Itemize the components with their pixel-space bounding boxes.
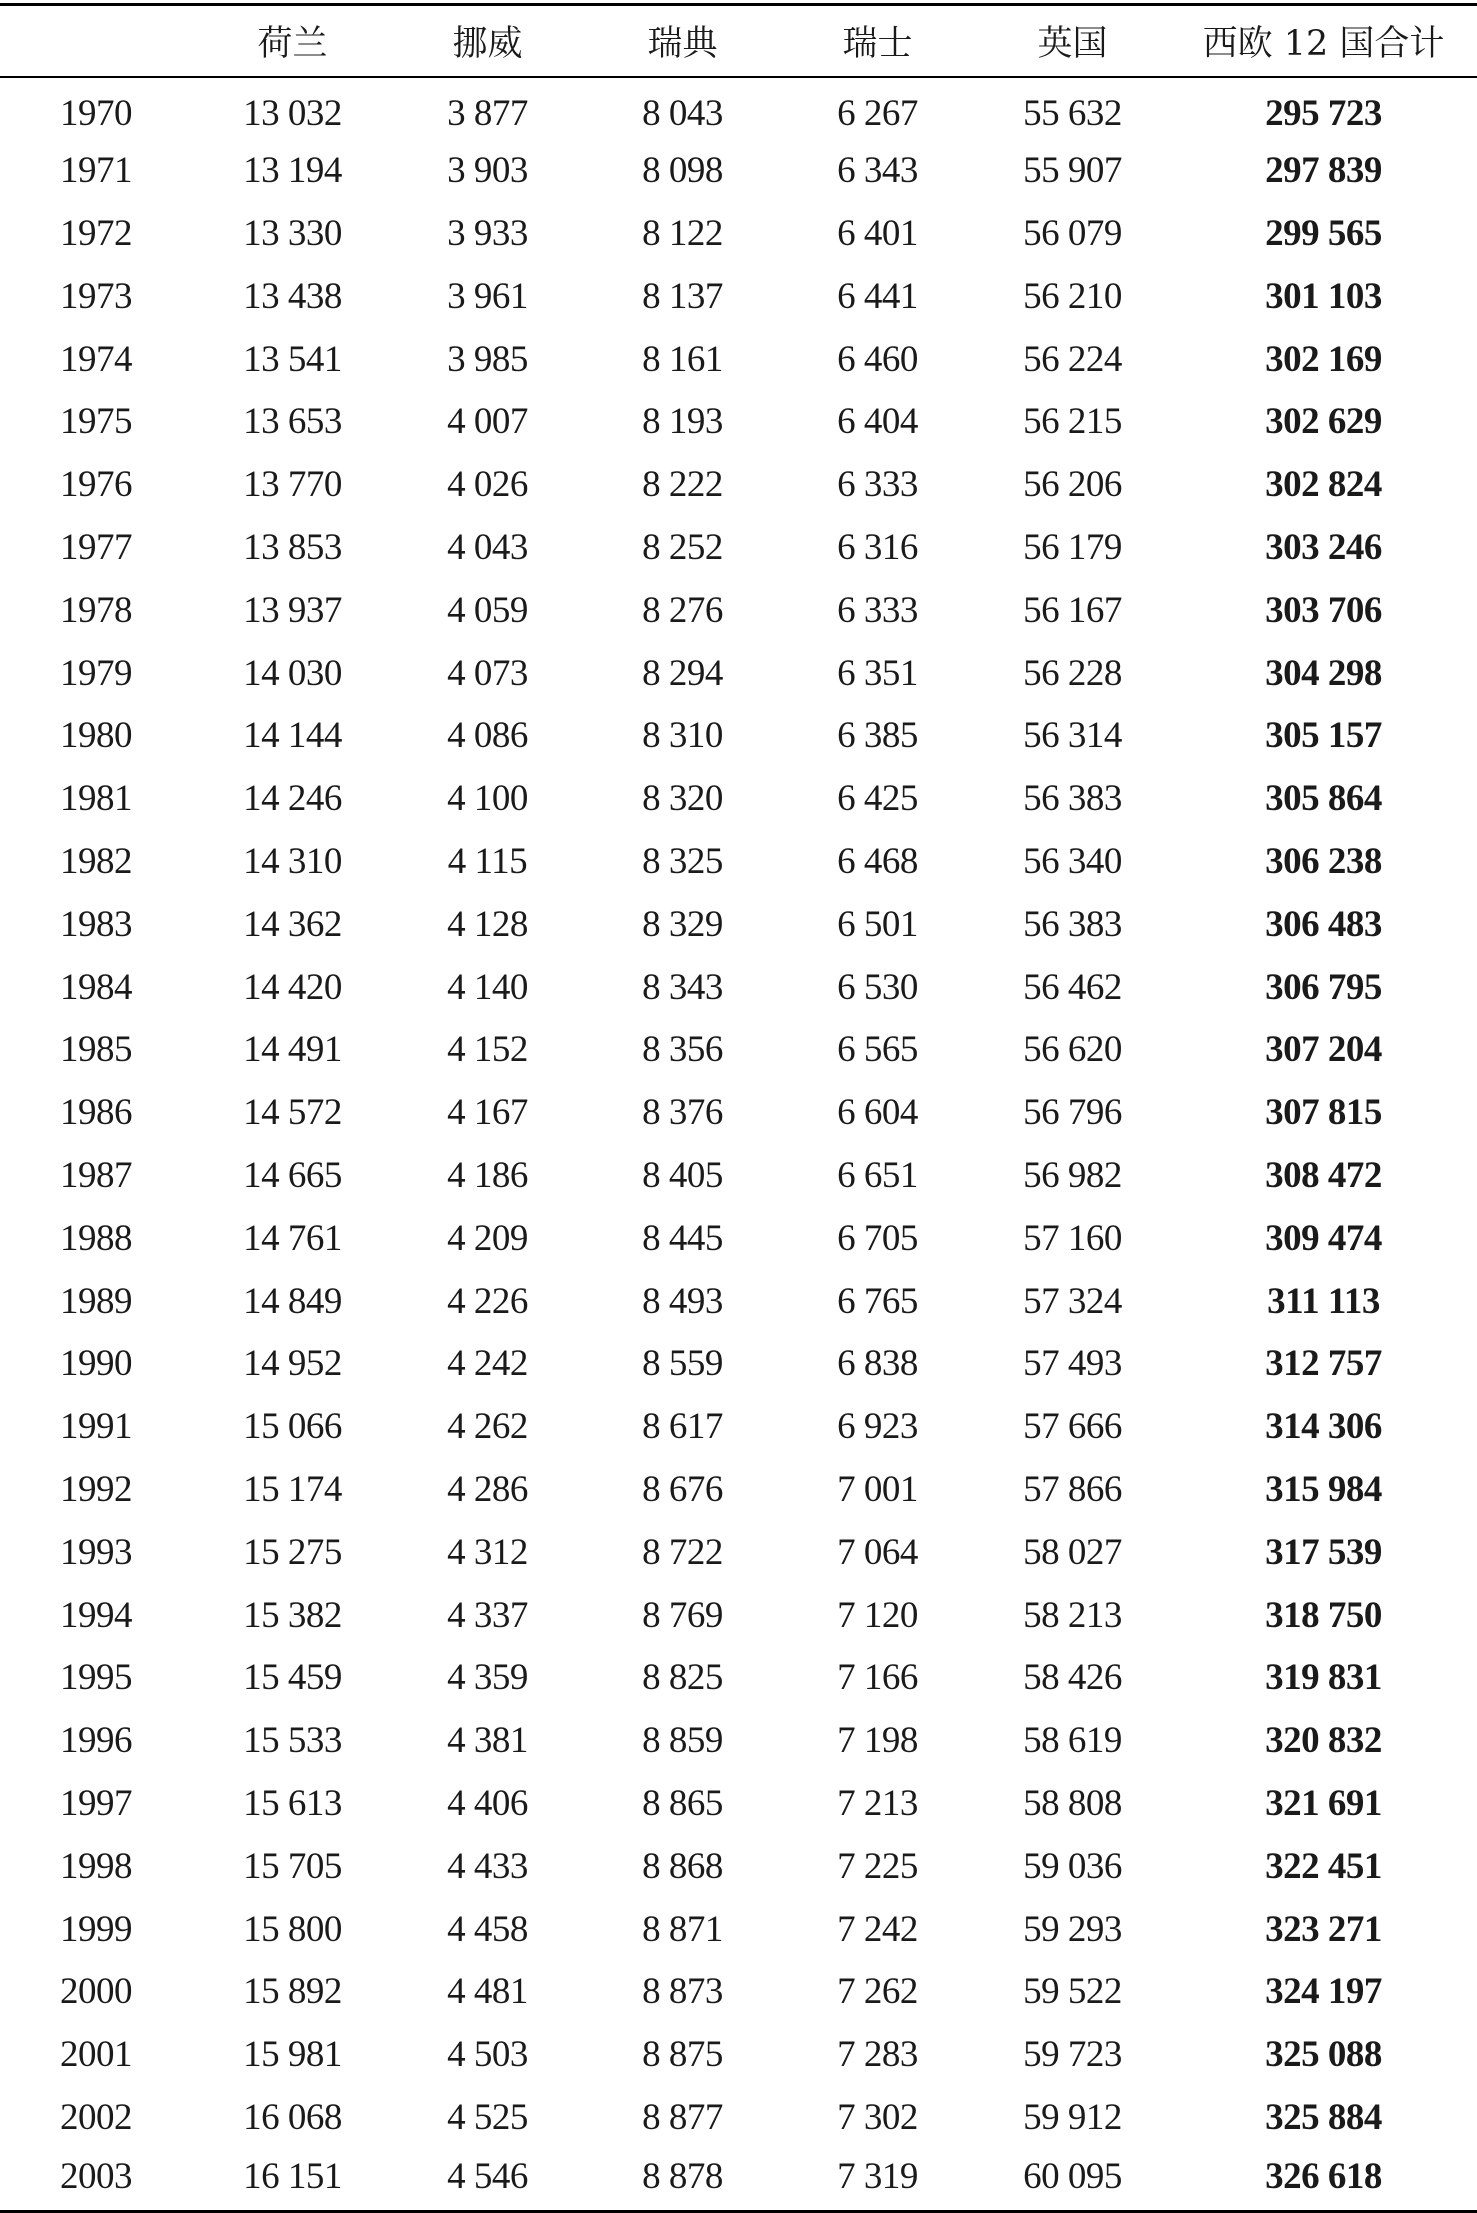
sweden-cell: 8 865 <box>642 1782 723 1824</box>
table-row <box>0 516 1477 579</box>
table-row <box>0 1709 1477 1772</box>
year-cell: 1986 <box>60 1092 132 1134</box>
switzerland-cell: 7 001 <box>837 1468 918 1510</box>
netherlands-cell: 14 849 <box>243 1280 342 1322</box>
total-cell: 306 238 <box>1265 840 1382 882</box>
netherlands-cell: 15 533 <box>243 1720 342 1762</box>
switzerland-cell: 6 385 <box>837 715 918 757</box>
total-cell: 302 629 <box>1265 401 1382 443</box>
netherlands-cell: 15 066 <box>243 1406 342 1448</box>
sweden-cell: 8 617 <box>642 1406 723 1448</box>
norway-cell: 4 226 <box>447 1280 528 1322</box>
total-cell: 324 197 <box>1265 1971 1382 2013</box>
netherlands-cell: 14 246 <box>243 778 342 820</box>
table-row <box>0 328 1477 391</box>
uk-cell: 59 912 <box>1023 2096 1122 2138</box>
sweden-cell: 8 294 <box>642 652 723 694</box>
table-row <box>0 1332 1477 1395</box>
table-row <box>0 265 1477 328</box>
norway-cell: 3 933 <box>447 212 528 254</box>
norway-cell: 4 100 <box>447 778 528 820</box>
norway-cell: 4 026 <box>447 464 528 506</box>
switzerland-cell: 7 120 <box>837 1594 918 1636</box>
uk-cell: 59 293 <box>1023 1908 1122 1950</box>
norway-cell: 3 961 <box>447 275 528 317</box>
netherlands-cell: 14 030 <box>243 652 342 694</box>
norway-cell: 4 433 <box>447 1845 528 1887</box>
year-cell: 1974 <box>60 338 132 380</box>
netherlands-cell: 15 705 <box>243 1845 342 1887</box>
total-cell: 309 474 <box>1265 1217 1382 1259</box>
netherlands-cell: 14 362 <box>243 903 342 945</box>
uk-cell: 56 340 <box>1023 840 1122 882</box>
sweden-cell: 8 825 <box>642 1657 723 1699</box>
sweden-cell: 8 343 <box>642 966 723 1008</box>
norway-cell: 4 381 <box>447 1720 528 1762</box>
total-cell: 323 271 <box>1265 1908 1382 1950</box>
switzerland-cell: 6 441 <box>837 275 918 317</box>
table-row <box>0 1772 1477 1835</box>
norway-cell: 4 359 <box>447 1657 528 1699</box>
table-row <box>0 1835 1477 1898</box>
table-row <box>0 77 1477 140</box>
total-cell: 306 795 <box>1265 966 1382 1008</box>
uk-cell: 56 982 <box>1023 1154 1122 1196</box>
norway-cell: 4 059 <box>447 589 528 631</box>
uk-cell: 56 314 <box>1023 715 1122 757</box>
switzerland-cell: 7 262 <box>837 1971 918 2013</box>
netherlands-cell: 15 981 <box>243 2034 342 2076</box>
norway-cell: 4 312 <box>447 1531 528 1573</box>
sweden-cell: 8 722 <box>642 1531 723 1573</box>
total-cell: 314 306 <box>1265 1406 1382 1448</box>
netherlands-cell: 14 665 <box>243 1154 342 1196</box>
sweden-cell: 8 137 <box>642 275 723 317</box>
table-row <box>0 579 1477 642</box>
total-cell: 320 832 <box>1265 1720 1382 1762</box>
year-cell: 2000 <box>60 1971 132 2013</box>
uk-cell: 57 324 <box>1023 1280 1122 1322</box>
sweden-cell: 8 445 <box>642 1217 723 1259</box>
year-cell: 1989 <box>60 1280 132 1322</box>
norway-cell: 4 481 <box>447 1971 528 2013</box>
total-cell: 307 204 <box>1265 1029 1382 1071</box>
year-cell: 1980 <box>60 715 132 757</box>
sweden-cell: 8 493 <box>642 1280 723 1322</box>
switzerland-cell: 7 213 <box>837 1782 918 1824</box>
uk-cell: 56 620 <box>1023 1029 1122 1071</box>
year-cell: 2001 <box>60 2034 132 2076</box>
norway-cell: 4 337 <box>447 1594 528 1636</box>
total-cell: 303 706 <box>1265 589 1382 631</box>
total-cell: 302 169 <box>1265 338 1382 380</box>
netherlands-cell: 15 382 <box>243 1594 342 1636</box>
year-cell: 1971 <box>60 150 132 192</box>
population-table <box>0 3 1477 2213</box>
table-row <box>0 390 1477 453</box>
table-row <box>0 139 1477 202</box>
switzerland-cell: 6 530 <box>837 966 918 1008</box>
year-cell: 1973 <box>60 275 132 317</box>
norway-cell: 4 043 <box>447 526 528 568</box>
header-sweden: 瑞典 <box>585 5 780 77</box>
switzerland-cell: 6 765 <box>837 1280 918 1322</box>
netherlands-cell: 14 572 <box>243 1092 342 1134</box>
sweden-cell: 8 161 <box>642 338 723 380</box>
norway-cell: 4 186 <box>447 1154 528 1196</box>
uk-cell: 60 095 <box>975 2149 1170 2212</box>
netherlands-cell: 14 952 <box>243 1343 342 1385</box>
table-row <box>0 202 1477 265</box>
netherlands-cell: 15 459 <box>243 1657 342 1699</box>
uk-cell: 56 206 <box>1023 464 1122 506</box>
uk-cell: 57 666 <box>1023 1406 1122 1448</box>
sweden-cell: 8 859 <box>642 1720 723 1762</box>
total-cell: 311 113 <box>1267 1280 1380 1322</box>
table-row <box>0 1584 1477 1647</box>
switzerland-cell: 7 242 <box>837 1908 918 1950</box>
table-row <box>0 704 1477 767</box>
netherlands-cell: 16 151 <box>195 2149 390 2212</box>
total-cell: 325 088 <box>1265 2034 1382 2076</box>
year-cell: 1985 <box>60 1029 132 1071</box>
uk-cell: 55 632 <box>1023 92 1122 134</box>
table-row <box>0 1395 1477 1458</box>
netherlands-cell: 15 275 <box>243 1531 342 1573</box>
year-cell: 1994 <box>60 1594 132 1636</box>
uk-cell: 58 213 <box>1023 1594 1122 1636</box>
norway-cell: 4 458 <box>447 1908 528 1950</box>
norway-cell: 4 007 <box>447 401 528 443</box>
norway-cell: 3 877 <box>447 92 528 134</box>
switzerland-cell: 7 319 <box>780 2149 975 2212</box>
norway-cell: 4 406 <box>447 1782 528 1824</box>
sweden-cell: 8 276 <box>642 589 723 631</box>
year-cell: 1987 <box>60 1154 132 1196</box>
sweden-cell: 8 871 <box>642 1908 723 1950</box>
netherlands-cell: 13 541 <box>243 338 342 380</box>
uk-cell: 57 160 <box>1023 1217 1122 1259</box>
header-netherlands: 荷兰 <box>195 5 390 77</box>
sweden-cell: 8 310 <box>642 715 723 757</box>
switzerland-cell: 7 283 <box>837 2034 918 2076</box>
netherlands-cell: 14 491 <box>243 1029 342 1071</box>
switzerland-cell: 6 401 <box>837 212 918 254</box>
switzerland-cell: 6 705 <box>837 1217 918 1259</box>
norway-cell: 4 546 <box>390 2149 585 2212</box>
netherlands-cell: 13 438 <box>243 275 342 317</box>
year-cell: 1978 <box>60 589 132 631</box>
header-switzerland: 瑞士 <box>780 5 975 77</box>
total-cell: 304 298 <box>1265 652 1382 694</box>
switzerland-cell: 6 333 <box>837 589 918 631</box>
norway-cell: 4 140 <box>447 966 528 1008</box>
uk-cell: 59 723 <box>1023 2034 1122 2076</box>
total-cell: 326 618 <box>1170 2149 1477 2212</box>
switzerland-cell: 6 923 <box>837 1406 918 1448</box>
netherlands-cell: 16 068 <box>243 2096 342 2138</box>
year-cell: 1984 <box>60 966 132 1008</box>
table-row <box>0 1018 1477 1081</box>
netherlands-cell: 13 653 <box>243 401 342 443</box>
netherlands-cell: 15 800 <box>243 1908 342 1950</box>
table-body <box>0 77 1477 2212</box>
uk-cell: 59 522 <box>1023 1971 1122 2013</box>
header-uk: 英国 <box>975 5 1170 77</box>
year-cell: 1981 <box>60 778 132 820</box>
sweden-cell: 8 193 <box>642 401 723 443</box>
header-norway: 挪威 <box>390 5 585 77</box>
switzerland-cell: 6 351 <box>837 652 918 694</box>
norway-cell: 4 503 <box>447 2034 528 2076</box>
netherlands-cell: 13 937 <box>243 589 342 631</box>
year-cell: 1999 <box>60 1908 132 1950</box>
year-cell: 1976 <box>60 464 132 506</box>
uk-cell: 56 383 <box>1023 903 1122 945</box>
switzerland-cell: 6 565 <box>837 1029 918 1071</box>
table-row <box>0 767 1477 830</box>
switzerland-cell: 6 333 <box>837 464 918 506</box>
uk-cell: 56 383 <box>1023 778 1122 820</box>
netherlands-cell: 14 144 <box>243 715 342 757</box>
sweden-cell: 8 356 <box>642 1029 723 1071</box>
year-cell: 2003 <box>0 2149 195 2212</box>
sweden-cell: 8 320 <box>642 778 723 820</box>
sweden-cell: 8 676 <box>642 1468 723 1510</box>
switzerland-cell: 6 651 <box>837 1154 918 1196</box>
sweden-cell: 8 405 <box>642 1154 723 1196</box>
uk-cell: 57 493 <box>1023 1343 1122 1385</box>
header-total: 西欧 12 国合计 <box>1170 5 1477 77</box>
table-row <box>0 1458 1477 1521</box>
year-cell: 1991 <box>60 1406 132 1448</box>
total-cell: 322 451 <box>1265 1845 1382 1887</box>
table-row <box>0 2086 1477 2149</box>
total-cell: 318 750 <box>1265 1594 1382 1636</box>
netherlands-cell: 13 330 <box>243 212 342 254</box>
total-cell: 319 831 <box>1265 1657 1382 1699</box>
switzerland-cell: 6 316 <box>837 526 918 568</box>
sweden-cell: 8 873 <box>642 1971 723 2013</box>
table-row <box>0 1646 1477 1709</box>
switzerland-cell: 7 302 <box>837 2096 918 2138</box>
sweden-cell: 8 122 <box>642 212 723 254</box>
year-cell: 1983 <box>60 903 132 945</box>
uk-cell: 56 079 <box>1023 212 1122 254</box>
total-cell: 308 472 <box>1265 1154 1382 1196</box>
switzerland-cell: 6 604 <box>837 1092 918 1134</box>
uk-cell: 56 215 <box>1023 401 1122 443</box>
year-cell: 1997 <box>60 1782 132 1824</box>
norway-cell: 4 152 <box>447 1029 528 1071</box>
switzerland-cell: 6 425 <box>837 778 918 820</box>
table-row <box>0 453 1477 516</box>
switzerland-cell: 7 198 <box>837 1720 918 1762</box>
total-cell: 299 565 <box>1265 212 1382 254</box>
total-cell: 305 157 <box>1265 715 1382 757</box>
total-cell: 312 757 <box>1265 1343 1382 1385</box>
table-row <box>0 2149 1477 2212</box>
switzerland-cell: 6 468 <box>837 840 918 882</box>
total-cell: 305 864 <box>1265 778 1382 820</box>
switzerland-cell: 6 838 <box>837 1343 918 1385</box>
total-cell: 306 483 <box>1265 903 1382 945</box>
year-cell: 1993 <box>60 1531 132 1573</box>
switzerland-cell: 6 501 <box>837 903 918 945</box>
norway-cell: 4 209 <box>447 1217 528 1259</box>
uk-cell: 58 808 <box>1023 1782 1122 1824</box>
sweden-cell: 8 878 <box>585 2149 780 2212</box>
netherlands-cell: 13 032 <box>243 92 342 134</box>
netherlands-cell: 15 174 <box>243 1468 342 1510</box>
table-row <box>0 1144 1477 1207</box>
norway-cell: 4 073 <box>447 652 528 694</box>
total-cell: 307 815 <box>1265 1092 1382 1134</box>
table-row <box>0 2023 1477 2086</box>
total-cell: 302 824 <box>1265 464 1382 506</box>
netherlands-cell: 13 194 <box>243 150 342 192</box>
table-row <box>0 1521 1477 1584</box>
netherlands-cell: 14 761 <box>243 1217 342 1259</box>
year-cell: 2002 <box>60 2096 132 2138</box>
total-cell: 301 103 <box>1265 275 1382 317</box>
sweden-cell: 8 877 <box>642 2096 723 2138</box>
uk-cell: 58 027 <box>1023 1531 1122 1573</box>
table-row <box>0 642 1477 705</box>
header-row <box>0 5 1477 77</box>
total-cell: 303 246 <box>1265 526 1382 568</box>
norway-cell: 4 128 <box>447 903 528 945</box>
netherlands-cell: 13 770 <box>243 464 342 506</box>
norway-cell: 4 525 <box>447 2096 528 2138</box>
table-row <box>0 1081 1477 1144</box>
sweden-cell: 8 875 <box>642 2034 723 2076</box>
sweden-cell: 8 769 <box>642 1594 723 1636</box>
sweden-cell: 8 043 <box>642 92 723 134</box>
netherlands-cell: 14 310 <box>243 840 342 882</box>
uk-cell: 56 228 <box>1023 652 1122 694</box>
uk-cell: 56 210 <box>1023 275 1122 317</box>
uk-cell: 57 866 <box>1023 1468 1122 1510</box>
sweden-cell: 8 329 <box>642 903 723 945</box>
uk-cell: 56 179 <box>1023 526 1122 568</box>
total-cell: 317 539 <box>1265 1531 1382 1573</box>
uk-cell: 55 907 <box>1023 150 1122 192</box>
year-cell: 1992 <box>60 1468 132 1510</box>
norway-cell: 4 167 <box>447 1092 528 1134</box>
switzerland-cell: 7 225 <box>837 1845 918 1887</box>
norway-cell: 4 086 <box>447 715 528 757</box>
table-row <box>0 893 1477 956</box>
total-cell: 325 884 <box>1265 2096 1382 2138</box>
header-year <box>0 5 195 77</box>
year-cell: 1970 <box>60 92 132 134</box>
year-cell: 1995 <box>60 1657 132 1699</box>
year-cell: 1996 <box>60 1720 132 1762</box>
year-cell: 1979 <box>60 652 132 694</box>
table-row <box>0 1270 1477 1333</box>
total-cell: 315 984 <box>1265 1468 1382 1510</box>
sweden-cell: 8 098 <box>642 150 723 192</box>
switzerland-cell: 6 267 <box>837 92 918 134</box>
year-cell: 1972 <box>60 212 132 254</box>
total-cell: 321 691 <box>1265 1782 1382 1824</box>
netherlands-cell: 15 892 <box>243 1971 342 2013</box>
table-row <box>0 956 1477 1019</box>
uk-cell: 56 224 <box>1023 338 1122 380</box>
year-cell: 1977 <box>60 526 132 568</box>
sweden-cell: 8 376 <box>642 1092 723 1134</box>
netherlands-cell: 15 613 <box>243 1782 342 1824</box>
norway-cell: 4 115 <box>447 840 528 882</box>
switzerland-cell: 6 460 <box>837 338 918 380</box>
year-cell: 1982 <box>60 840 132 882</box>
year-cell: 1975 <box>60 401 132 443</box>
table-header <box>0 5 1477 77</box>
switzerland-cell: 7 166 <box>837 1657 918 1699</box>
sweden-cell: 8 325 <box>642 840 723 882</box>
sweden-cell: 8 559 <box>642 1343 723 1385</box>
switzerland-cell: 6 404 <box>837 401 918 443</box>
norway-cell: 3 985 <box>447 338 528 380</box>
uk-cell: 56 462 <box>1023 966 1122 1008</box>
netherlands-cell: 13 853 <box>243 526 342 568</box>
uk-cell: 58 426 <box>1023 1657 1122 1699</box>
table-row <box>0 1898 1477 1961</box>
uk-cell: 58 619 <box>1023 1720 1122 1762</box>
year-cell: 1988 <box>60 1217 132 1259</box>
total-cell: 295 723 <box>1265 92 1382 134</box>
norway-cell: 4 262 <box>447 1406 528 1448</box>
switzerland-cell: 7 064 <box>837 1531 918 1573</box>
year-cell: 1990 <box>60 1343 132 1385</box>
sweden-cell: 8 252 <box>642 526 723 568</box>
uk-cell: 56 796 <box>1023 1092 1122 1134</box>
sweden-cell: 8 222 <box>642 464 723 506</box>
table-row <box>0 830 1477 893</box>
table-row <box>0 1960 1477 2023</box>
netherlands-cell: 14 420 <box>243 966 342 1008</box>
year-cell: 1998 <box>60 1845 132 1887</box>
uk-cell: 56 167 <box>1023 589 1122 631</box>
norway-cell: 4 242 <box>447 1343 528 1385</box>
switzerland-cell: 6 343 <box>837 150 918 192</box>
total-cell: 297 839 <box>1265 150 1382 192</box>
norway-cell: 3 903 <box>447 150 528 192</box>
uk-cell: 59 036 <box>1023 1845 1122 1887</box>
sweden-cell: 8 868 <box>642 1845 723 1887</box>
table-row <box>0 1207 1477 1270</box>
norway-cell: 4 286 <box>447 1468 528 1510</box>
